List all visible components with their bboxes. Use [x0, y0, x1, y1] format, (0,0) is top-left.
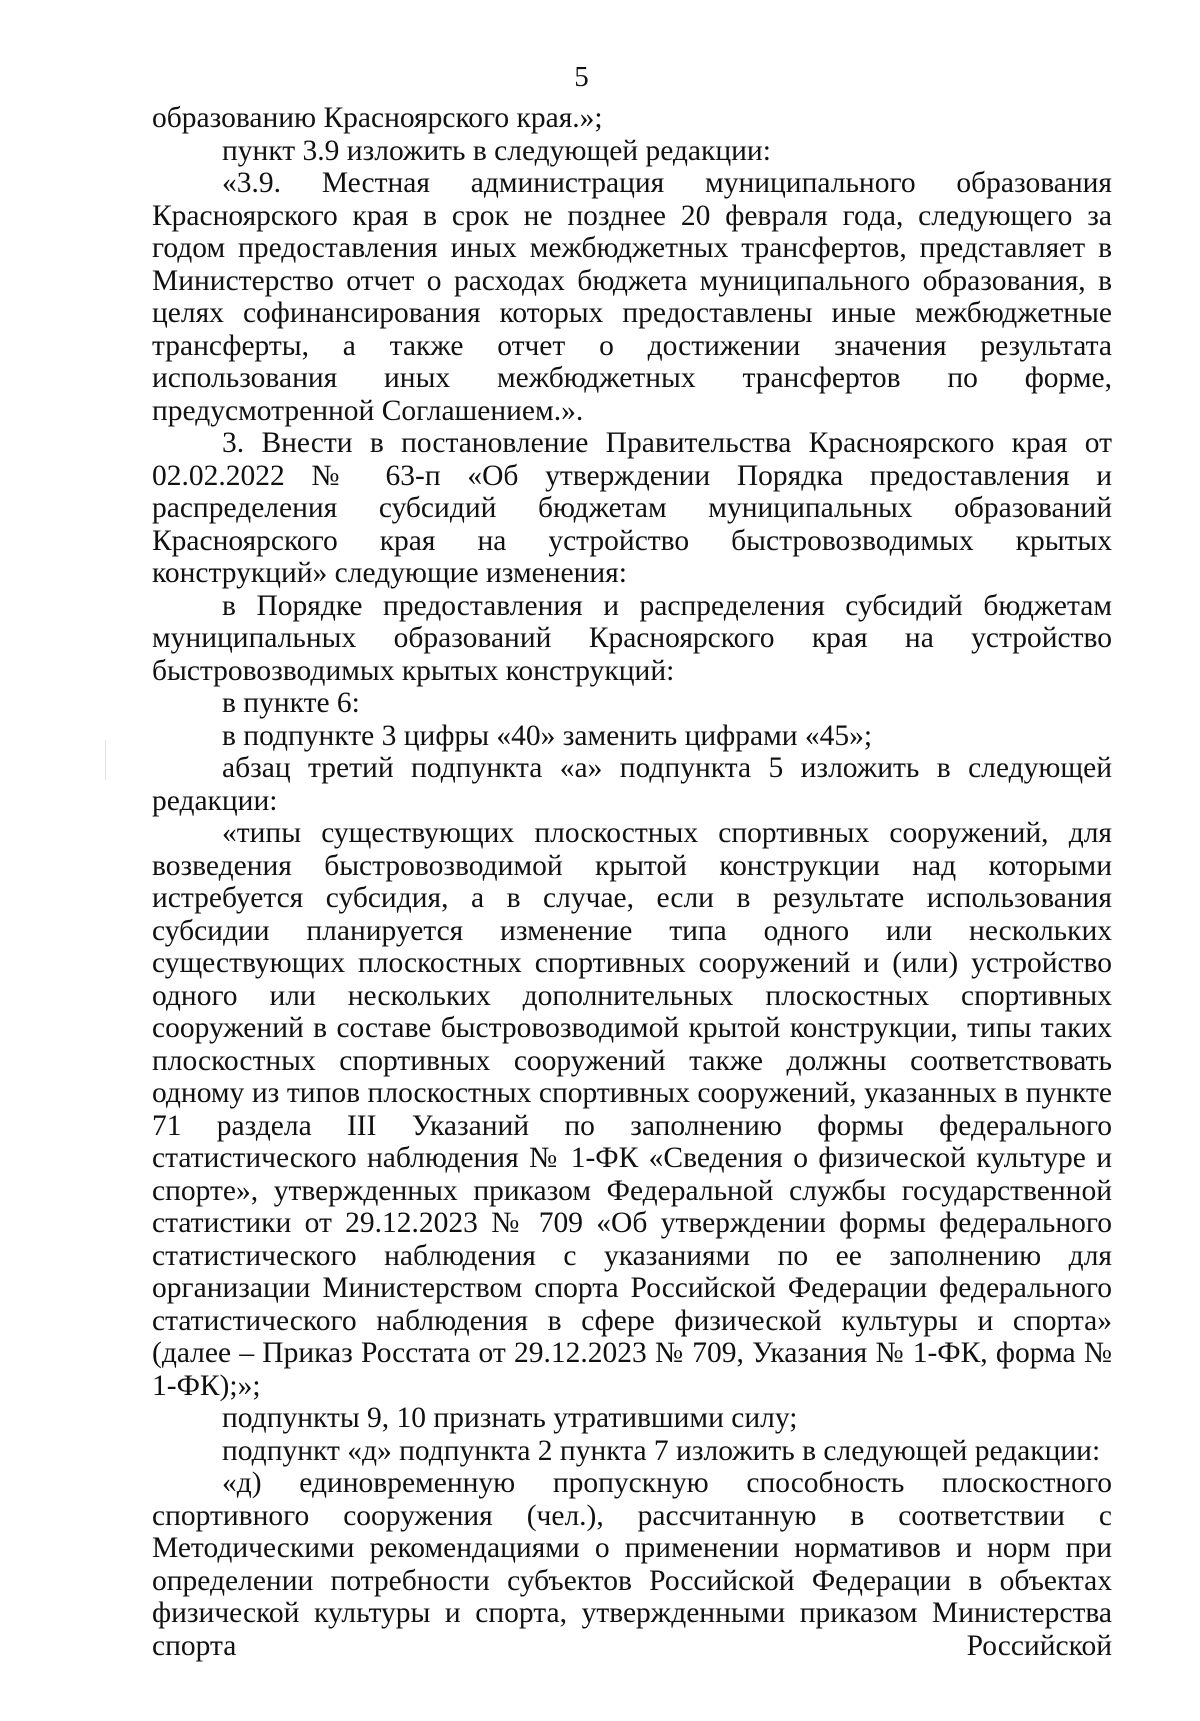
paragraph: в пункте 6:: [222, 687, 360, 719]
paragraph: подпункты 9, 10 признать утратившими силу;: [222, 1402, 798, 1434]
paragraph: подпункт «д» подпункта 2 пункта 7 изложить в следующей редакции:: [222, 1434, 1101, 1467]
paragraph: «типы существующих плоскостных спортивных сооружений, для возведения быстровозводимой крытой конструкции над которыми истребуется субсидия, а в случае, если в результате использования субсидии планируется изменение типа одного или нескольких существующих плоскостных спортивных сооружений и (или) устройство одного или нескольких дополнительных плоскостных спортивных сооружений в составе быстровозводимой крытой конструкции, типы таких плоскостных спортивных сооружений также должны соответствовать одному из типов плоскостных спортивных сооружений, указанных в пункте 71 раздела III Указаний по заполнению формы федерального статистического наблюдения № 1-ФК «Сведения о физической культуре и спорте», утвержденных приказом Федеральной службы государственной статистики от 29.12.2023 № 709 «Об утверждении формы федерального статистического наблюдения с указаниями по ее заполнению для организации Министерством спорта Российской Федерации федерального статистического наблюдения в сфере физической культуры и спорта» (далее – Приказ Росстата от 29.12.2023 № 709, Указания № 1-ФК, форма № 1-ФК);»;: [152, 817, 1112, 1402]
paragraph: пункт 3.9 изложить в следующей редакции:: [222, 134, 771, 167]
paragraph: 3. Внести в постановление Правительства Красноярского края от 02.02.2022 № 63-п «Об утверждении Порядка предоставления и распределения субсидий бюджетам муниципальных образований Красноярского края на устройство быстровозводимых крытых конструкций» следующие изменения:: [152, 427, 1112, 589]
paragraph: «3.9. Местная администрация муниципального образования Красноярского края в срок не позднее 20 февраля года, следующего за годом предоставления иных межбюджетных трансфертов, представляет в Министерство отчет о расходах бюджета муниципального образования, в целях софинансирования которых предоставлены иные межбюджетные трансферты, а также отчет о достижении значения результата использования иных межбюджетных трансфертов по форме, предусмотренной Соглашением.».: [152, 167, 1112, 427]
page-number: 5: [574, 61, 589, 93]
paragraph: «д) единовременную пропускную способность плоскостного спортивного сооружения (чел.), рассчитанную в соответствии с Методическими рекомендациями о применении нормативов и норм при определении потребности субъектов Российской Федерации в объектах физической культуры и спорта, утвержденными приказом Министерства спорта Российской: [152, 1467, 1112, 1662]
paragraph: абзац третий подпункта «а» подпункта 5 изложить в следующей редакции:: [152, 752, 1112, 817]
paragraph: образованию Красноярского края.»;: [152, 102, 603, 134]
scan-margin-mark: [105, 740, 106, 780]
paragraph: в Порядке предоставления и распределения субсидий бюджетам муниципальных образований Красноярского края на устройство быстровозводимых крытых конструкций:: [152, 589, 1112, 687]
document-body: [152, 102, 1112, 1662]
paragraph: в подпункте 3 цифры «40» заменить цифрами «45»;: [222, 719, 873, 752]
